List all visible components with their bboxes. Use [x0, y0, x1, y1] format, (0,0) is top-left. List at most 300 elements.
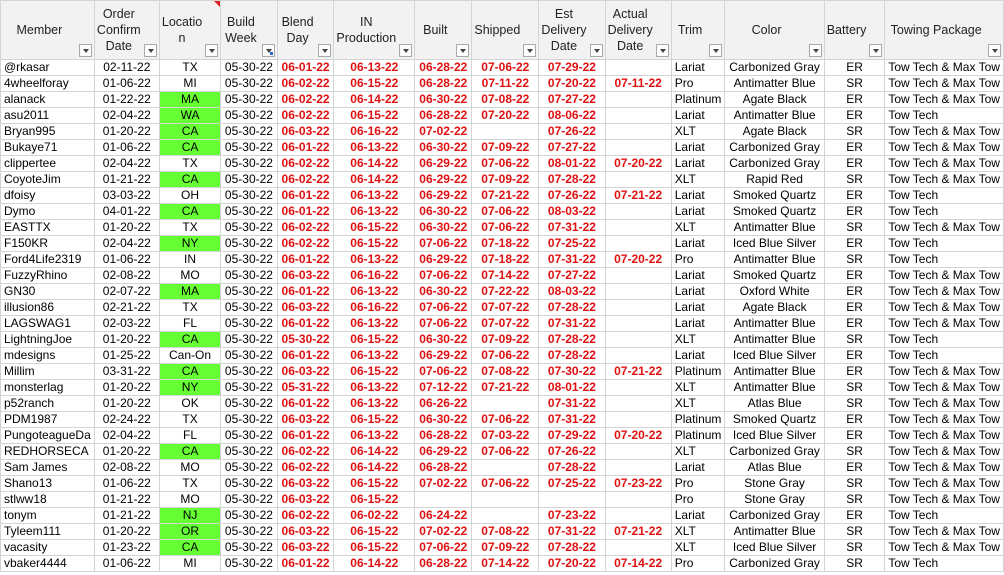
cell-member[interactable]: FuzzyRhino	[1, 268, 95, 284]
cell-shipped[interactable]: 07-18-22	[472, 236, 539, 252]
cell-blend[interactable]: 06-01-22	[277, 60, 334, 76]
cell-order[interactable]: 02-24-22	[94, 412, 159, 428]
cell-blend[interactable]: 06-03-22	[277, 364, 334, 380]
cell-loc[interactable]: CA	[159, 444, 220, 460]
cell-blend[interactable]: 05-30-22	[277, 332, 334, 348]
filter-dropdown-icon[interactable]	[205, 44, 218, 57]
cell-loc[interactable]: CA	[159, 332, 220, 348]
cell-build_week[interactable]: 05-30-22	[221, 460, 278, 476]
cell-actual[interactable]	[605, 60, 671, 76]
cell-trim[interactable]: XLT	[671, 396, 725, 412]
cell-member[interactable]: PDM1987	[1, 412, 95, 428]
cell-in_prod[interactable]: 06-16-22	[334, 124, 415, 140]
cell-built[interactable]: 06-29-22	[415, 156, 472, 172]
cell-in_prod[interactable]: 06-13-22	[334, 428, 415, 444]
cell-shipped[interactable]: 07-11-22	[472, 76, 539, 92]
cell-build_week[interactable]: 05-30-22	[221, 316, 278, 332]
cell-in_prod[interactable]: 06-15-22	[334, 412, 415, 428]
cell-loc[interactable]: MI	[159, 76, 220, 92]
cell-tow[interactable]: Tow Tech	[885, 348, 1004, 364]
cell-tow[interactable]: Tow Tech	[885, 108, 1004, 124]
cell-member[interactable]: vbaker4444	[1, 556, 95, 572]
cell-trim[interactable]: Lariat	[671, 156, 725, 172]
cell-in_prod[interactable]: 06-15-22	[334, 540, 415, 556]
cell-member[interactable]: Millim	[1, 364, 95, 380]
filter-dropdown-icon[interactable]	[988, 44, 1001, 57]
cell-member[interactable]: asu2011	[1, 108, 95, 124]
cell-blend[interactable]: 06-03-22	[277, 124, 334, 140]
cell-actual[interactable]	[605, 172, 671, 188]
cell-actual[interactable]	[605, 236, 671, 252]
cell-blend[interactable]: 06-03-22	[277, 268, 334, 284]
cell-in_prod[interactable]: 06-16-22	[334, 268, 415, 284]
cell-est[interactable]: 07-26-22	[539, 444, 605, 460]
cell-battery[interactable]: ER	[824, 236, 885, 252]
cell-actual[interactable]	[605, 284, 671, 300]
cell-order[interactable]: 01-23-22	[94, 540, 159, 556]
cell-shipped[interactable]: 07-07-22	[472, 316, 539, 332]
cell-member[interactable]: p52ranch	[1, 396, 95, 412]
cell-color[interactable]: Antimatter Blue	[725, 380, 824, 396]
cell-built[interactable]: 06-28-22	[415, 556, 472, 572]
cell-color[interactable]: Antimatter Blue	[725, 220, 824, 236]
cell-tow[interactable]: Tow Tech & Max Tow	[885, 396, 1004, 412]
cell-order[interactable]: 02-04-22	[94, 428, 159, 444]
cell-in_prod[interactable]: 06-15-22	[334, 476, 415, 492]
cell-order[interactable]: 01-06-22	[94, 556, 159, 572]
cell-loc[interactable]: NY	[159, 380, 220, 396]
cell-actual[interactable]: 07-21-22	[605, 188, 671, 204]
cell-color[interactable]: Carbonized Gray	[725, 140, 824, 156]
cell-blend[interactable]: 06-02-22	[277, 460, 334, 476]
cell-trim[interactable]: Pro	[671, 252, 725, 268]
cell-tow[interactable]: Tow Tech & Max Tow	[885, 540, 1004, 556]
column-header-trim[interactable]	[671, 1, 725, 60]
cell-est[interactable]: 07-26-22	[539, 188, 605, 204]
cell-actual[interactable]: 07-21-22	[605, 524, 671, 540]
cell-in_prod[interactable]: 06-15-22	[334, 236, 415, 252]
cell-blend[interactable]: 06-02-22	[277, 236, 334, 252]
column-header-loc[interactable]	[159, 1, 220, 60]
cell-loc[interactable]: MI	[159, 556, 220, 572]
cell-color[interactable]: Antimatter Blue	[725, 332, 824, 348]
cell-trim[interactable]: XLT	[671, 124, 725, 140]
cell-est[interactable]: 07-20-22	[539, 556, 605, 572]
cell-actual[interactable]	[605, 124, 671, 140]
cell-battery[interactable]: ER	[824, 156, 885, 172]
cell-est[interactable]: 07-27-22	[539, 268, 605, 284]
cell-loc[interactable]: MA	[159, 92, 220, 108]
cell-battery[interactable]: ER	[824, 140, 885, 156]
cell-loc[interactable]: TX	[159, 220, 220, 236]
cell-loc[interactable]: NY	[159, 236, 220, 252]
cell-member[interactable]: Bukaye71	[1, 140, 95, 156]
cell-build_week[interactable]: 05-30-22	[221, 204, 278, 220]
cell-built[interactable]: 06-30-22	[415, 284, 472, 300]
cell-in_prod[interactable]: 06-13-22	[334, 316, 415, 332]
cell-trim[interactable]: Lariat	[671, 204, 725, 220]
cell-actual[interactable]: 07-11-22	[605, 76, 671, 92]
cell-battery[interactable]: ER	[824, 284, 885, 300]
cell-shipped[interactable]: 07-09-22	[472, 540, 539, 556]
cell-member[interactable]: stlww18	[1, 492, 95, 508]
cell-member[interactable]: LightningJoe	[1, 332, 95, 348]
cell-build_week[interactable]: 05-30-22	[221, 172, 278, 188]
cell-battery[interactable]: SR	[824, 172, 885, 188]
cell-color[interactable]: Carbonized Gray	[725, 556, 824, 572]
cell-shipped[interactable]: 07-06-22	[472, 412, 539, 428]
cell-blend[interactable]: 06-01-22	[277, 204, 334, 220]
cell-order[interactable]: 01-06-22	[94, 140, 159, 156]
cell-est[interactable]: 08-01-22	[539, 380, 605, 396]
cell-order[interactable]: 01-21-22	[94, 172, 159, 188]
cell-battery[interactable]: SR	[824, 252, 885, 268]
cell-build_week[interactable]: 05-30-22	[221, 124, 278, 140]
cell-built[interactable]: 07-06-22	[415, 236, 472, 252]
cell-build_week[interactable]: 05-30-22	[221, 428, 278, 444]
cell-color[interactable]: Smoked Quartz	[725, 268, 824, 284]
cell-color[interactable]: Agate Black	[725, 300, 824, 316]
cell-build_week[interactable]: 05-30-22	[221, 188, 278, 204]
cell-shipped[interactable]: 07-18-22	[472, 252, 539, 268]
cell-in_prod[interactable]: 06-14-22	[334, 444, 415, 460]
cell-blend[interactable]: 06-01-22	[277, 396, 334, 412]
cell-tow[interactable]: Tow Tech & Max Tow	[885, 316, 1004, 332]
cell-built[interactable]: 07-06-22	[415, 364, 472, 380]
cell-order[interactable]: 01-20-22	[94, 220, 159, 236]
cell-actual[interactable]: 07-20-22	[605, 252, 671, 268]
cell-battery[interactable]: ER	[824, 108, 885, 124]
cell-color[interactable]: Agate Black	[725, 124, 824, 140]
cell-in_prod[interactable]: 06-13-22	[334, 396, 415, 412]
cell-actual[interactable]	[605, 268, 671, 284]
cell-order[interactable]: 01-25-22	[94, 348, 159, 364]
cell-tow[interactable]: Tow Tech & Max Tow	[885, 428, 1004, 444]
cell-est[interactable]: 07-28-22	[539, 332, 605, 348]
cell-loc[interactable]: CA	[159, 124, 220, 140]
cell-built[interactable]: 06-29-22	[415, 172, 472, 188]
cell-shipped[interactable]: 07-03-22	[472, 428, 539, 444]
cell-color[interactable]: Carbonized Gray	[725, 508, 824, 524]
cell-battery[interactable]: SR	[824, 332, 885, 348]
cell-battery[interactable]: SR	[824, 220, 885, 236]
cell-tow[interactable]: Tow Tech	[885, 204, 1004, 220]
cell-loc[interactable]: TX	[159, 476, 220, 492]
column-header-built[interactable]	[415, 1, 472, 60]
cell-loc[interactable]: OH	[159, 188, 220, 204]
cell-order[interactable]: 02-03-22	[94, 316, 159, 332]
cell-shipped[interactable]: 07-14-22	[472, 268, 539, 284]
cell-build_week[interactable]: 05-30-22	[221, 60, 278, 76]
cell-trim[interactable]: Platinum	[671, 412, 725, 428]
cell-in_prod[interactable]: 06-13-22	[334, 380, 415, 396]
cell-loc[interactable]: MO	[159, 460, 220, 476]
cell-loc[interactable]: Can-On	[159, 348, 220, 364]
cell-member[interactable]: clippertee	[1, 156, 95, 172]
cell-color[interactable]: Iced Blue Silver	[725, 348, 824, 364]
cell-tow[interactable]: Tow Tech & Max Tow	[885, 140, 1004, 156]
cell-order[interactable]: 03-31-22	[94, 364, 159, 380]
cell-member[interactable]: Ford4Life2319	[1, 252, 95, 268]
cell-trim[interactable]: Lariat	[671, 236, 725, 252]
cell-shipped[interactable]	[472, 508, 539, 524]
cell-est[interactable]: 07-30-22	[539, 364, 605, 380]
cell-trim[interactable]: XLT	[671, 380, 725, 396]
cell-blend[interactable]: 06-03-22	[277, 300, 334, 316]
cell-est[interactable]: 08-01-22	[539, 156, 605, 172]
cell-tow[interactable]: Tow Tech	[885, 332, 1004, 348]
cell-loc[interactable]: TX	[159, 60, 220, 76]
cell-est[interactable]: 07-25-22	[539, 236, 605, 252]
cell-member[interactable]: Shano13	[1, 476, 95, 492]
column-header-est[interactable]	[539, 1, 605, 60]
cell-shipped[interactable]: 07-21-22	[472, 380, 539, 396]
cell-tow[interactable]: Tow Tech	[885, 236, 1004, 252]
cell-shipped[interactable]: 07-09-22	[472, 140, 539, 156]
cell-built[interactable]: 06-29-22	[415, 444, 472, 460]
cell-in_prod[interactable]: 06-14-22	[334, 556, 415, 572]
cell-loc[interactable]: CA	[159, 140, 220, 156]
cell-tow[interactable]: Tow Tech & Max Tow	[885, 156, 1004, 172]
cell-blend[interactable]: 06-01-22	[277, 188, 334, 204]
cell-build_week[interactable]: 05-30-22	[221, 332, 278, 348]
cell-tow[interactable]: Tow Tech	[885, 508, 1004, 524]
cell-loc[interactable]: TX	[159, 300, 220, 316]
cell-est[interactable]: 07-31-22	[539, 252, 605, 268]
cell-actual[interactable]	[605, 348, 671, 364]
cell-order[interactable]: 02-04-22	[94, 108, 159, 124]
cell-est[interactable]: 07-31-22	[539, 220, 605, 236]
cell-build_week[interactable]: 05-30-22	[221, 220, 278, 236]
cell-built[interactable]	[415, 492, 472, 508]
cell-battery[interactable]: SR	[824, 380, 885, 396]
column-header-blend[interactable]	[277, 1, 334, 60]
cell-color[interactable]: Rapid Red	[725, 172, 824, 188]
cell-actual[interactable]: 07-20-22	[605, 156, 671, 172]
cell-actual[interactable]	[605, 492, 671, 508]
cell-order[interactable]: 02-04-22	[94, 156, 159, 172]
cell-trim[interactable]: Lariat	[671, 140, 725, 156]
filter-dropdown-icon[interactable]	[262, 44, 275, 57]
cell-est[interactable]: 07-20-22	[539, 76, 605, 92]
cell-build_week[interactable]: 05-30-22	[221, 348, 278, 364]
cell-actual[interactable]	[605, 204, 671, 220]
cell-order[interactable]: 03-03-22	[94, 188, 159, 204]
cell-in_prod[interactable]: 06-15-22	[334, 492, 415, 508]
cell-loc[interactable]: TX	[159, 156, 220, 172]
cell-actual[interactable]	[605, 380, 671, 396]
cell-build_week[interactable]: 05-30-22	[221, 76, 278, 92]
cell-blend[interactable]: 06-03-22	[277, 524, 334, 540]
cell-order[interactable]: 02-21-22	[94, 300, 159, 316]
cell-in_prod[interactable]: 06-14-22	[334, 172, 415, 188]
cell-loc[interactable]: MO	[159, 268, 220, 284]
cell-build_week[interactable]: 05-30-22	[221, 252, 278, 268]
cell-color[interactable]: Stone Gray	[725, 476, 824, 492]
cell-build_week[interactable]: 05-30-22	[221, 380, 278, 396]
cell-battery[interactable]: ER	[824, 460, 885, 476]
cell-built[interactable]: 06-28-22	[415, 428, 472, 444]
cell-blend[interactable]: 06-01-22	[277, 252, 334, 268]
cell-blend[interactable]: 06-02-22	[277, 92, 334, 108]
column-header-in_prod[interactable]	[334, 1, 415, 60]
cell-actual[interactable]	[605, 316, 671, 332]
cell-loc[interactable]: FL	[159, 316, 220, 332]
cell-est[interactable]: 07-29-22	[539, 60, 605, 76]
cell-loc[interactable]: OK	[159, 396, 220, 412]
cell-order[interactable]: 01-22-22	[94, 92, 159, 108]
cell-blend[interactable]: 06-01-22	[277, 140, 334, 156]
column-header-battery[interactable]	[824, 1, 885, 60]
cell-blend[interactable]: 06-03-22	[277, 492, 334, 508]
cell-est[interactable]: 07-31-22	[539, 524, 605, 540]
cell-actual[interactable]	[605, 92, 671, 108]
cell-in_prod[interactable]: 06-13-22	[334, 284, 415, 300]
cell-trim[interactable]: Lariat	[671, 348, 725, 364]
cell-member[interactable]: tonym	[1, 508, 95, 524]
cell-built[interactable]: 07-02-22	[415, 524, 472, 540]
cell-actual[interactable]	[605, 444, 671, 460]
cell-built[interactable]: 07-06-22	[415, 540, 472, 556]
cell-actual[interactable]	[605, 540, 671, 556]
cell-battery[interactable]: ER	[824, 508, 885, 524]
cell-built[interactable]: 06-30-22	[415, 332, 472, 348]
cell-build_week[interactable]: 05-30-22	[221, 444, 278, 460]
cell-in_prod[interactable]: 06-13-22	[334, 252, 415, 268]
cell-built[interactable]: 06-30-22	[415, 140, 472, 156]
column-header-build_week[interactable]	[221, 1, 278, 60]
cell-color[interactable]: Carbonized Gray	[725, 60, 824, 76]
cell-order[interactable]: 02-11-22	[94, 60, 159, 76]
cell-member[interactable]: mdesigns	[1, 348, 95, 364]
cell-in_prod[interactable]: 06-14-22	[334, 460, 415, 476]
cell-tow[interactable]: Tow Tech	[885, 252, 1004, 268]
cell-actual[interactable]	[605, 300, 671, 316]
cell-blend[interactable]: 06-01-22	[277, 348, 334, 364]
cell-built[interactable]: 07-06-22	[415, 300, 472, 316]
cell-built[interactable]: 07-02-22	[415, 476, 472, 492]
cell-blend[interactable]: 06-02-22	[277, 108, 334, 124]
cell-tow[interactable]: Tow Tech	[885, 188, 1004, 204]
cell-member[interactable]: vacasity	[1, 540, 95, 556]
cell-battery[interactable]: ER	[824, 60, 885, 76]
cell-trim[interactable]: Lariat	[671, 268, 725, 284]
cell-build_week[interactable]: 05-30-22	[221, 540, 278, 556]
cell-battery[interactable]: SR	[824, 396, 885, 412]
filter-dropdown-icon[interactable]	[456, 44, 469, 57]
cell-actual[interactable]	[605, 332, 671, 348]
cell-tow[interactable]: Tow Tech & Max Tow	[885, 460, 1004, 476]
cell-battery[interactable]: SR	[824, 524, 885, 540]
cell-shipped[interactable]: 07-06-22	[472, 220, 539, 236]
column-header-shipped[interactable]	[472, 1, 539, 60]
cell-loc[interactable]: CA	[159, 364, 220, 380]
cell-battery[interactable]: ER	[824, 204, 885, 220]
cell-tow[interactable]: Tow Tech & Max Tow	[885, 60, 1004, 76]
filter-dropdown-icon[interactable]	[144, 44, 157, 57]
cell-shipped[interactable]: 07-08-22	[472, 364, 539, 380]
cell-trim[interactable]: Pro	[671, 76, 725, 92]
cell-color[interactable]: Smoked Quartz	[725, 412, 824, 428]
cell-est[interactable]: 08-03-22	[539, 204, 605, 220]
filter-dropdown-icon[interactable]	[590, 44, 603, 57]
cell-actual[interactable]	[605, 396, 671, 412]
cell-battery[interactable]: ER	[824, 300, 885, 316]
cell-actual[interactable]	[605, 412, 671, 428]
cell-built[interactable]: 07-06-22	[415, 268, 472, 284]
cell-in_prod[interactable]: 06-13-22	[334, 140, 415, 156]
cell-color[interactable]: Antimatter Blue	[725, 316, 824, 332]
cell-in_prod[interactable]: 06-14-22	[334, 92, 415, 108]
cell-loc[interactable]: MA	[159, 284, 220, 300]
cell-color[interactable]: Iced Blue Silver	[725, 428, 824, 444]
column-header-actual[interactable]	[605, 1, 671, 60]
cell-est[interactable]: 07-28-22	[539, 460, 605, 476]
cell-build_week[interactable]: 05-30-22	[221, 140, 278, 156]
cell-order[interactable]: 01-20-22	[94, 124, 159, 140]
cell-tow[interactable]: Tow Tech & Max Tow	[885, 284, 1004, 300]
cell-built[interactable]: 06-30-22	[415, 204, 472, 220]
cell-build_week[interactable]: 05-30-22	[221, 156, 278, 172]
cell-build_week[interactable]: 05-30-22	[221, 108, 278, 124]
cell-build_week[interactable]: 05-30-22	[221, 556, 278, 572]
cell-trim[interactable]: XLT	[671, 172, 725, 188]
cell-shipped[interactable]: 07-06-22	[472, 156, 539, 172]
cell-order[interactable]: 01-06-22	[94, 252, 159, 268]
cell-color[interactable]: Antimatter Blue	[725, 364, 824, 380]
cell-actual[interactable]: 07-14-22	[605, 556, 671, 572]
cell-order[interactable]: 04-01-22	[94, 204, 159, 220]
cell-shipped[interactable]: 07-09-22	[472, 172, 539, 188]
cell-order[interactable]: 01-20-22	[94, 524, 159, 540]
cell-built[interactable]: 06-30-22	[415, 220, 472, 236]
cell-tow[interactable]: Tow Tech & Max Tow	[885, 124, 1004, 140]
cell-built[interactable]: 06-30-22	[415, 412, 472, 428]
cell-est[interactable]: 07-31-22	[539, 412, 605, 428]
cell-member[interactable]: Sam James	[1, 460, 95, 476]
cell-trim[interactable]: XLT	[671, 540, 725, 556]
cell-battery[interactable]: SR	[824, 556, 885, 572]
cell-actual[interactable]	[605, 108, 671, 124]
cell-member[interactable]: monsterlag	[1, 380, 95, 396]
cell-trim[interactable]: Lariat	[671, 188, 725, 204]
cell-actual[interactable]: 07-20-22	[605, 428, 671, 444]
cell-est[interactable]: 07-25-22	[539, 476, 605, 492]
cell-loc[interactable]: TX	[159, 412, 220, 428]
cell-color[interactable]: Antimatter Blue	[725, 252, 824, 268]
cell-blend[interactable]: 05-31-22	[277, 380, 334, 396]
cell-shipped[interactable]	[472, 492, 539, 508]
cell-shipped[interactable]	[472, 124, 539, 140]
cell-actual[interactable]	[605, 220, 671, 236]
cell-color[interactable]: Oxford White	[725, 284, 824, 300]
cell-blend[interactable]: 06-02-22	[277, 508, 334, 524]
cell-loc[interactable]: WA	[159, 108, 220, 124]
cell-order[interactable]: 01-20-22	[94, 380, 159, 396]
cell-trim[interactable]: Lariat	[671, 316, 725, 332]
cell-blend[interactable]: 06-03-22	[277, 476, 334, 492]
cell-trim[interactable]: XLT	[671, 524, 725, 540]
cell-order[interactable]: 01-20-22	[94, 396, 159, 412]
cell-battery[interactable]: ER	[824, 92, 885, 108]
cell-shipped[interactable]: 07-06-22	[472, 476, 539, 492]
cell-shipped[interactable]: 07-08-22	[472, 92, 539, 108]
cell-blend[interactable]: 06-01-22	[277, 316, 334, 332]
cell-member[interactable]: GN30	[1, 284, 95, 300]
cell-loc[interactable]: CA	[159, 204, 220, 220]
cell-est[interactable]: 07-28-22	[539, 172, 605, 188]
cell-build_week[interactable]: 05-30-22	[221, 396, 278, 412]
